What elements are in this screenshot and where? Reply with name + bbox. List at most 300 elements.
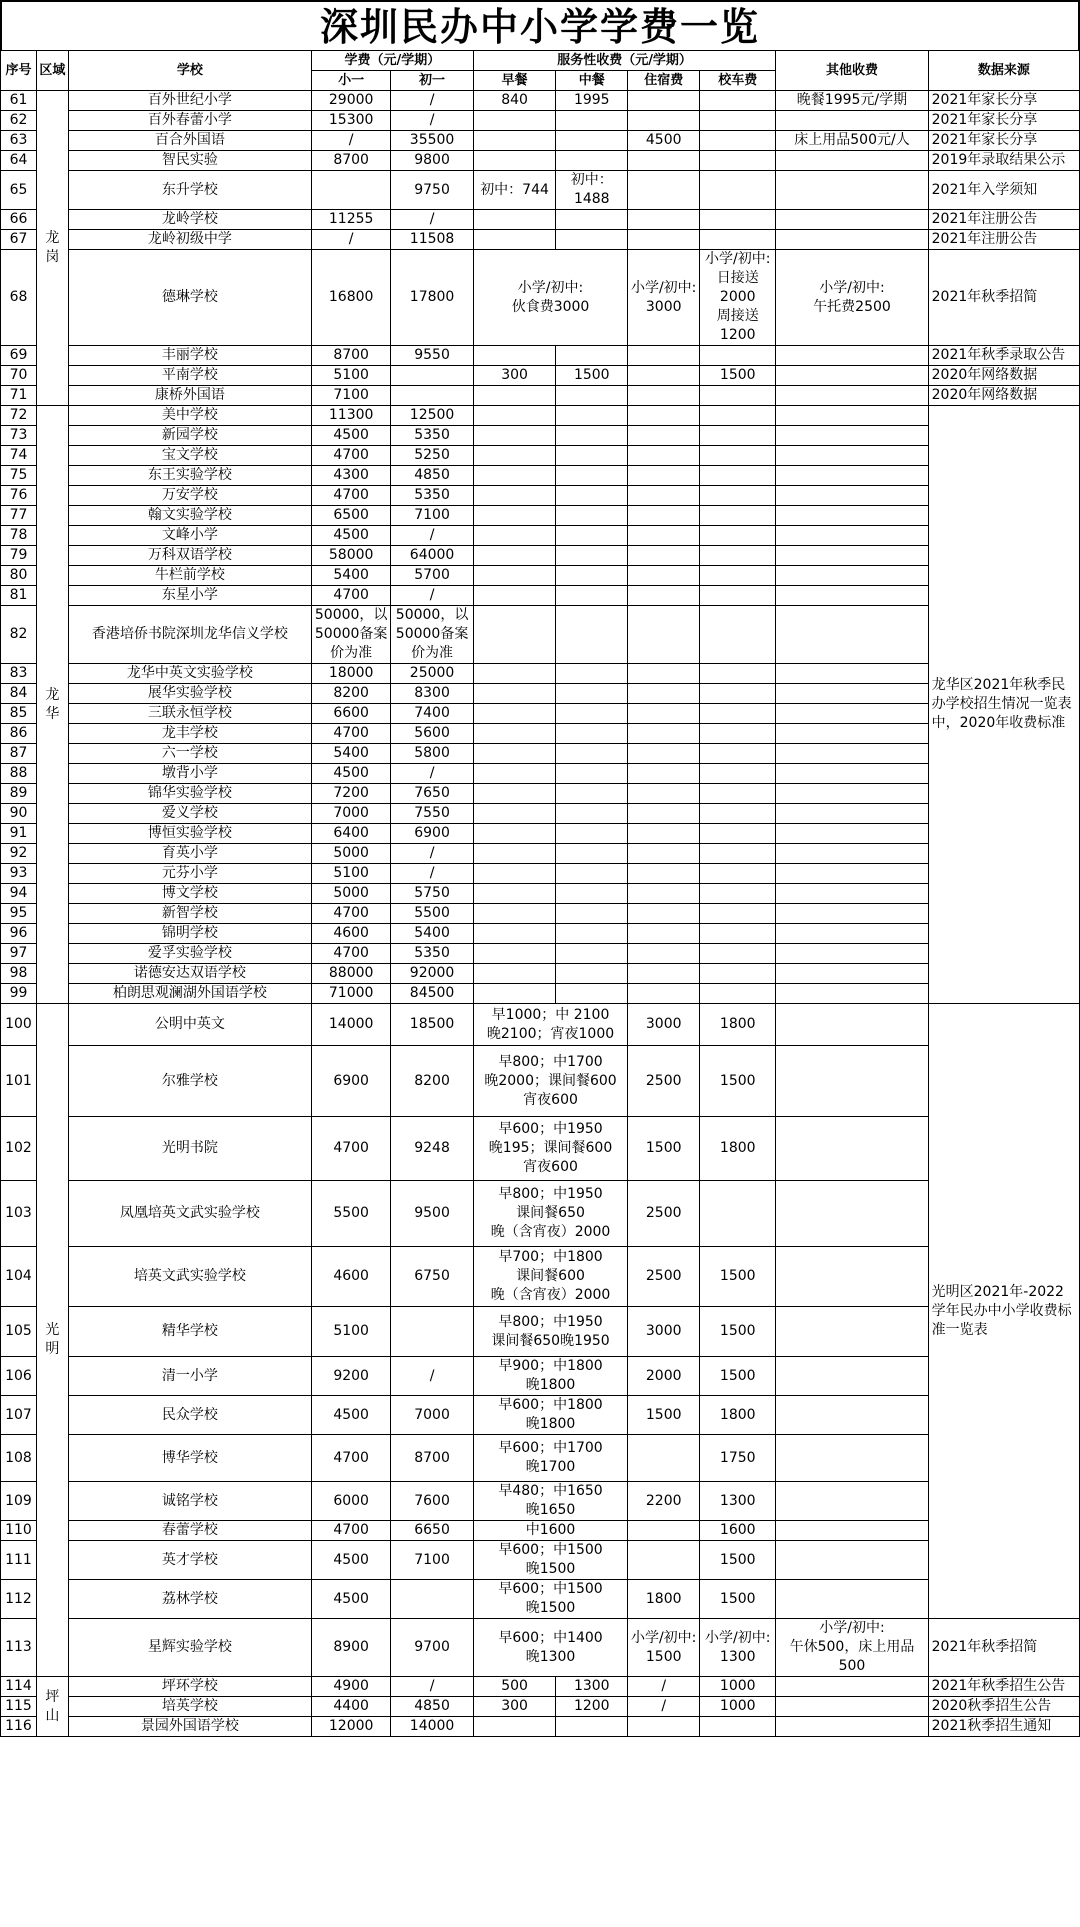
bus-fee — [700, 586, 776, 606]
other-fee — [776, 386, 928, 406]
row-number: 111 — [1, 1541, 37, 1580]
lunch-fee: 1995 — [556, 91, 628, 111]
tuition-j1: 11508 — [391, 230, 474, 250]
bus-fee: 1800 — [700, 1117, 776, 1181]
school-name: 育英小学 — [68, 844, 311, 864]
breakfast-fee — [473, 704, 556, 724]
boarding-fee — [628, 1541, 700, 1580]
other-fee — [776, 704, 928, 724]
bus-fee — [700, 486, 776, 506]
lunch-fee — [556, 664, 628, 684]
bus-fee — [700, 386, 776, 406]
breakfast-fee — [473, 151, 556, 171]
school-name: 锦华实验学校 — [68, 784, 311, 804]
tuition-p1: 6900 — [311, 1046, 390, 1117]
tuition-p1: 4600 — [311, 924, 390, 944]
school-name: 东星小学 — [68, 586, 311, 606]
bus-fee: 1000 — [700, 1677, 776, 1697]
tuition-p1: 4500 — [311, 526, 390, 546]
tuition-j1: 5500 — [391, 904, 474, 924]
lunch-fee: 1500 — [556, 366, 628, 386]
school-name: 平南学校 — [68, 366, 311, 386]
tuition-j1 — [391, 366, 474, 386]
lunch-fee — [556, 884, 628, 904]
boarding-fee — [628, 171, 700, 210]
breakfast-fee — [473, 824, 556, 844]
meal-fee: 早480；中1650 晚1650 — [473, 1482, 627, 1521]
table-row — [1, 346, 1080, 366]
tuition-j1: 50000，以50000备案价为准 — [391, 606, 474, 664]
other-fee — [776, 1307, 928, 1357]
boarding-fee — [628, 606, 700, 664]
other-fee — [776, 944, 928, 964]
table-row — [1, 944, 1080, 964]
table-row — [1, 1580, 1080, 1619]
other-fee — [776, 1677, 928, 1697]
other-fee — [776, 1697, 928, 1717]
other-fee — [776, 1181, 928, 1247]
header-school: 学校 — [68, 51, 311, 91]
tuition-p1: / — [311, 230, 390, 250]
data-source: 2021年秋季招生公告 — [928, 1677, 1079, 1697]
school-name: 万科双语学校 — [68, 546, 311, 566]
breakfast-fee — [473, 804, 556, 824]
bus-fee: 1300 — [700, 1482, 776, 1521]
header-bus: 校车费 — [700, 71, 776, 91]
tuition-p1: 7100 — [311, 386, 390, 406]
table-row — [1, 724, 1080, 744]
boarding-fee — [628, 984, 700, 1004]
bus-fee: 1500 — [700, 1541, 776, 1580]
school-name: 凤凰培英文武实验学校 — [68, 1181, 311, 1247]
table-row — [1, 486, 1080, 506]
lunch-fee — [556, 606, 628, 664]
lunch-fee — [556, 386, 628, 406]
meal-fee: 早800；中1950 课间餐650晚1950 — [473, 1307, 627, 1357]
lunch-fee — [556, 684, 628, 704]
boarding-fee — [628, 111, 700, 131]
breakfast-fee — [473, 904, 556, 924]
other-fee — [776, 210, 928, 230]
district-cell: 坪山 — [36, 1677, 68, 1737]
table-row — [1, 406, 1080, 426]
school-name: 光明书院 — [68, 1117, 311, 1181]
boarding-fee — [628, 586, 700, 606]
table-row — [1, 1247, 1080, 1307]
bus-fee: 1750 — [700, 1435, 776, 1482]
meal-fee: 早600；中1950 晚195；课间餐600 宵夜600 — [473, 1117, 627, 1181]
lunch-fee — [556, 824, 628, 844]
row-number: 88 — [1, 764, 37, 784]
school-name: 三联永恒学校 — [68, 704, 311, 724]
tuition-p1: 4700 — [311, 486, 390, 506]
breakfast-fee — [473, 684, 556, 704]
lunch-fee — [556, 406, 628, 426]
table-row — [1, 1004, 1080, 1046]
other-fee — [776, 566, 928, 586]
lunch-fee — [556, 764, 628, 784]
breakfast-fee — [473, 664, 556, 684]
other-fee — [776, 446, 928, 466]
school-name: 公明中英文 — [68, 1004, 311, 1046]
bus-fee — [700, 446, 776, 466]
row-number: 63 — [1, 131, 37, 151]
breakfast-fee — [473, 426, 556, 446]
data-source: 2021年秋季招简 — [928, 1619, 1079, 1677]
row-number: 69 — [1, 346, 37, 366]
row-number: 99 — [1, 984, 37, 1004]
table-row — [1, 606, 1080, 664]
other-fee — [776, 1396, 928, 1435]
header-source: 数据来源 — [928, 51, 1079, 91]
school-name: 百合外国语 — [68, 131, 311, 151]
table-row — [1, 426, 1080, 446]
data-source: 2019年录取结果公示 — [928, 151, 1079, 171]
table-row — [1, 466, 1080, 486]
breakfast-fee — [473, 486, 556, 506]
tuition-p1: 5400 — [311, 566, 390, 586]
boarding-fee — [628, 466, 700, 486]
row-number: 107 — [1, 1396, 37, 1435]
lunch-fee — [556, 486, 628, 506]
table-row — [1, 744, 1080, 764]
breakfast-fee: 初中：744 — [473, 171, 556, 210]
tuition-p1: 8900 — [311, 1619, 390, 1677]
breakfast-fee — [473, 944, 556, 964]
data-source: 2021年注册公告 — [928, 230, 1079, 250]
other-fee — [776, 1117, 928, 1181]
tuition-j1: 9800 — [391, 151, 474, 171]
tuition-p1: 6500 — [311, 506, 390, 526]
fee-table — [0, 50, 1080, 1737]
table-row — [1, 1619, 1080, 1677]
row-number: 101 — [1, 1046, 37, 1117]
tuition-j1: 8700 — [391, 1435, 474, 1482]
school-name: 墩背小学 — [68, 764, 311, 784]
tuition-p1: 8700 — [311, 151, 390, 171]
other-fee — [776, 230, 928, 250]
bus-fee — [700, 606, 776, 664]
tuition-p1: 4700 — [311, 904, 390, 924]
breakfast-fee — [473, 346, 556, 366]
tuition-p1: 9200 — [311, 1357, 390, 1396]
school-name: 英才学校 — [68, 1541, 311, 1580]
school-name: 百外春蕾小学 — [68, 111, 311, 131]
table-row — [1, 904, 1080, 924]
lunch-fee — [556, 230, 628, 250]
bus-fee — [700, 406, 776, 426]
boarding-fee — [628, 844, 700, 864]
tuition-p1: 11300 — [311, 406, 390, 426]
row-number: 62 — [1, 111, 37, 131]
boarding-fee — [628, 346, 700, 366]
meal-fee: 早600；中1500 晚1500 — [473, 1580, 627, 1619]
tuition-p1: 6000 — [311, 1482, 390, 1521]
boarding-fee: 1500 — [628, 1117, 700, 1181]
school-name: 诺德安达双语学校 — [68, 964, 311, 984]
tuition-j1: 5600 — [391, 724, 474, 744]
lunch-fee — [556, 546, 628, 566]
row-number: 96 — [1, 924, 37, 944]
bus-fee: 1500 — [700, 1046, 776, 1117]
boarding-fee — [628, 784, 700, 804]
district-cell: 龙岗 — [36, 91, 68, 406]
bus-fee — [700, 546, 776, 566]
school-name: 智民实验 — [68, 151, 311, 171]
school-name: 龙岭初级中学 — [68, 230, 311, 250]
school-name: 景园外国语学校 — [68, 1717, 311, 1737]
table-row — [1, 366, 1080, 386]
tuition-p1: 4700 — [311, 1521, 390, 1541]
school-name: 精华学校 — [68, 1307, 311, 1357]
lunch-fee — [556, 586, 628, 606]
tuition-p1: 6600 — [311, 704, 390, 724]
row-number: 65 — [1, 171, 37, 210]
boarding-fee: 3000 — [628, 1004, 700, 1046]
school-name: 龙华中英文实验学校 — [68, 664, 311, 684]
district-cell: 光明 — [36, 1004, 68, 1677]
boarding-fee — [628, 506, 700, 526]
tuition-j1: 7600 — [391, 1482, 474, 1521]
bus-fee: 小学/初中: 日接送2000 周接送1200 — [700, 250, 776, 346]
school-name: 博文学校 — [68, 884, 311, 904]
data-source: 2021年入学须知 — [928, 171, 1079, 210]
bus-fee — [700, 566, 776, 586]
row-number: 98 — [1, 964, 37, 984]
breakfast-fee — [473, 526, 556, 546]
breakfast-fee — [473, 784, 556, 804]
tuition-j1: 5700 — [391, 566, 474, 586]
row-number: 110 — [1, 1521, 37, 1541]
header-district: 区域 — [36, 51, 68, 91]
tuition-j1: 5250 — [391, 446, 474, 466]
tuition-p1: 5400 — [311, 744, 390, 764]
bus-fee: 1500 — [700, 1357, 776, 1396]
tuition-j1: 5400 — [391, 924, 474, 944]
school-name: 星辉实验学校 — [68, 1619, 311, 1677]
table-row — [1, 386, 1080, 406]
table-row — [1, 1117, 1080, 1181]
lunch-fee — [556, 844, 628, 864]
table-row — [1, 91, 1080, 111]
breakfast-fee — [473, 406, 556, 426]
tuition-p1: 4600 — [311, 1247, 390, 1307]
tuition-p1: 7000 — [311, 804, 390, 824]
boarding-fee: 1500 — [628, 1396, 700, 1435]
bus-fee — [700, 764, 776, 784]
lunch-fee — [556, 744, 628, 764]
row-number: 116 — [1, 1717, 37, 1737]
lunch-fee — [556, 210, 628, 230]
lunch-fee — [556, 864, 628, 884]
breakfast-fee — [473, 506, 556, 526]
row-number: 85 — [1, 704, 37, 724]
school-name: 六一学校 — [68, 744, 311, 764]
meal-fee: 早600；中1500 晚1500 — [473, 1541, 627, 1580]
other-fee — [776, 1482, 928, 1521]
other-fee — [776, 1521, 928, 1541]
boarding-fee: 小学/初中: 3000 — [628, 250, 700, 346]
bus-fee — [700, 210, 776, 230]
lunch-fee — [556, 566, 628, 586]
tuition-j1: 9550 — [391, 346, 474, 366]
table-row — [1, 1396, 1080, 1435]
boarding-fee — [628, 944, 700, 964]
tuition-p1: 4500 — [311, 1580, 390, 1619]
bus-fee — [700, 131, 776, 151]
lunch-fee — [556, 346, 628, 366]
school-name: 翰文实验学校 — [68, 506, 311, 526]
school-name: 民众学校 — [68, 1396, 311, 1435]
header-tuition: 学费（元/学期） — [311, 51, 473, 71]
boarding-fee — [628, 426, 700, 446]
school-name: 展华实验学校 — [68, 684, 311, 704]
bus-fee: 1800 — [700, 1004, 776, 1046]
lunch-fee — [556, 944, 628, 964]
tuition-p1: 4500 — [311, 764, 390, 784]
tuition-p1: 50000，以50000备案价为准 — [311, 606, 390, 664]
row-number: 78 — [1, 526, 37, 546]
tuition-j1: 5350 — [391, 486, 474, 506]
row-number: 92 — [1, 844, 37, 864]
lunch-fee — [556, 924, 628, 944]
row-number: 103 — [1, 1181, 37, 1247]
tuition-j1: / — [391, 91, 474, 111]
meal-fee: 早700；中1800 课间餐600 晚（含宵夜）2000 — [473, 1247, 627, 1307]
other-fee — [776, 111, 928, 131]
meal-fee: 早600；中1800 晚1800 — [473, 1396, 627, 1435]
other-fee — [776, 1717, 928, 1737]
bus-fee — [700, 91, 776, 111]
tuition-j1: 5350 — [391, 426, 474, 446]
row-number: 102 — [1, 1117, 37, 1181]
bus-fee — [700, 724, 776, 744]
lunch-fee — [556, 466, 628, 486]
school-name: 博恒实验学校 — [68, 824, 311, 844]
data-source: 2020秋季招生公告 — [928, 1697, 1079, 1717]
other-fee — [776, 466, 928, 486]
breakfast-fee — [473, 744, 556, 764]
breakfast-fee: 300 — [473, 1697, 556, 1717]
school-name: 文峰小学 — [68, 526, 311, 546]
table-row — [1, 764, 1080, 784]
lunch-fee: 初中：1488 — [556, 171, 628, 210]
table-row — [1, 111, 1080, 131]
tuition-p1: 4300 — [311, 466, 390, 486]
tuition-j1: 6900 — [391, 824, 474, 844]
bus-fee — [700, 884, 776, 904]
tuition-p1: 11255 — [311, 210, 390, 230]
boarding-fee — [628, 230, 700, 250]
tuition-j1: 9248 — [391, 1117, 474, 1181]
table-row — [1, 230, 1080, 250]
table-row — [1, 824, 1080, 844]
bus-fee: 小学/初中: 1300 — [700, 1619, 776, 1677]
tuition-j1: 35500 — [391, 131, 474, 151]
row-number: 67 — [1, 230, 37, 250]
bus-fee — [700, 784, 776, 804]
tuition-p1: 5100 — [311, 1307, 390, 1357]
tuition-j1: 84500 — [391, 984, 474, 1004]
row-number: 83 — [1, 664, 37, 684]
breakfast-fee — [473, 466, 556, 486]
breakfast-fee — [473, 964, 556, 984]
header-j1: 初一 — [391, 71, 474, 91]
bus-fee: 1500 — [700, 366, 776, 386]
other-fee — [776, 1435, 928, 1482]
boarding-fee — [628, 684, 700, 704]
data-source: 光明区2021年-2022学年民办中小学收费标准一览表 — [928, 1004, 1079, 1619]
bus-fee — [700, 704, 776, 724]
other-fee — [776, 346, 928, 366]
lunch-fee — [556, 964, 628, 984]
row-number: 95 — [1, 904, 37, 924]
boarding-fee: 2500 — [628, 1181, 700, 1247]
boarding-fee — [628, 406, 700, 426]
tuition-j1: 12500 — [391, 406, 474, 426]
tuition-j1: / — [391, 764, 474, 784]
tuition-p1: 14000 — [311, 1004, 390, 1046]
school-name: 博华学校 — [68, 1435, 311, 1482]
other-fee — [776, 884, 928, 904]
boarding-fee — [628, 824, 700, 844]
breakfast-fee — [473, 546, 556, 566]
lunch-fee — [556, 724, 628, 744]
boarding-fee — [628, 904, 700, 924]
boarding-fee — [628, 1435, 700, 1482]
lunch-fee — [556, 526, 628, 546]
boarding-fee — [628, 1521, 700, 1541]
table-row — [1, 664, 1080, 684]
header-board: 住宿费 — [628, 71, 700, 91]
tuition-p1: 5000 — [311, 884, 390, 904]
table-row — [1, 210, 1080, 230]
other-fee — [776, 844, 928, 864]
other-fee — [776, 784, 928, 804]
boarding-fee — [628, 1717, 700, 1737]
other-fee — [776, 984, 928, 1004]
table-row — [1, 586, 1080, 606]
row-number: 104 — [1, 1247, 37, 1307]
bus-fee: 1500 — [700, 1580, 776, 1619]
data-source: 2020年网络数据 — [928, 366, 1079, 386]
table-row — [1, 784, 1080, 804]
row-number: 89 — [1, 784, 37, 804]
lunch-fee — [556, 984, 628, 1004]
meal-fee: 小学/初中: 伙食费3000 — [473, 250, 627, 346]
other-fee — [776, 606, 928, 664]
table-row — [1, 864, 1080, 884]
header-p1: 小一 — [311, 71, 390, 91]
lunch-fee — [556, 1717, 628, 1737]
table-row — [1, 704, 1080, 724]
tuition-p1: 12000 — [311, 1717, 390, 1737]
bus-fee — [700, 864, 776, 884]
data-source: 2021秋季招生通知 — [928, 1717, 1079, 1737]
breakfast-fee — [473, 884, 556, 904]
school-name: 培英学校 — [68, 1697, 311, 1717]
other-fee — [776, 586, 928, 606]
meal-fee: 早900；中1800 晚1800 — [473, 1357, 627, 1396]
bus-fee — [700, 111, 776, 131]
table-row — [1, 1181, 1080, 1247]
bus-fee — [700, 684, 776, 704]
breakfast-fee — [473, 210, 556, 230]
school-name: 坪环学校 — [68, 1677, 311, 1697]
tuition-j1: 7100 — [391, 1541, 474, 1580]
tuition-p1: 8700 — [311, 346, 390, 366]
school-name: 培英文武实验学校 — [68, 1247, 311, 1307]
